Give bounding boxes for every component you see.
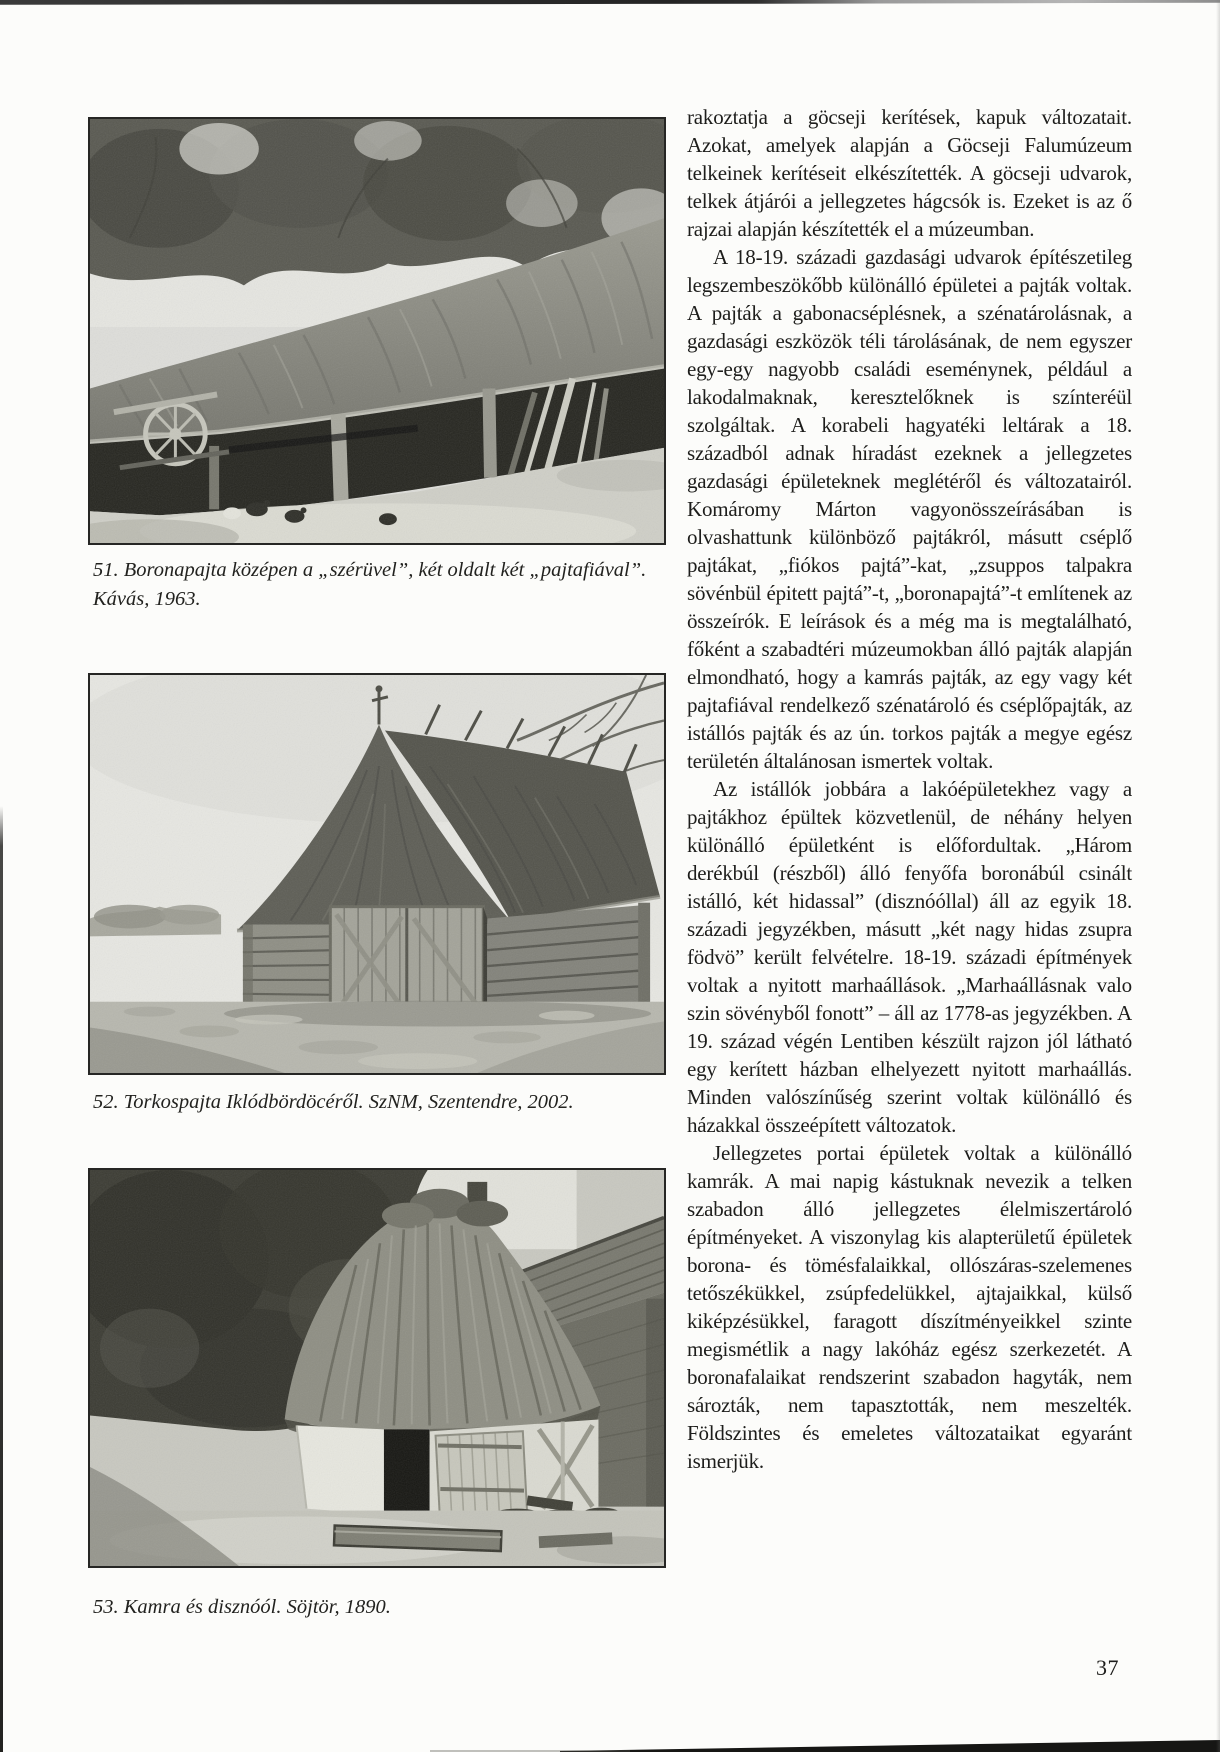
caption-line: Kávás, 1963. [93, 588, 201, 610]
photo-52-illustration [90, 675, 664, 1073]
figure-51 [88, 117, 666, 614]
figure-52 [88, 673, 666, 1117]
caption-line: 53. Kamra és disznóól. Söjtör, 1890. [93, 1596, 391, 1618]
page-number: 37 [1096, 1655, 1119, 1680]
article-text-column [687, 103, 1132, 1475]
body-paragraph: Jellegzetes portai épületek voltak a különálló kamrák. A mai napig kástuknak nevezik a telken szabadon álló jellegzetes élelmiszertároló építményeket. A viszonylag kis alapterületű épületek borona- és tömésfalaikkal, ollószáras-szelemenes tetőszékükkel, zsúpfedelükkel, ajtajaikkal, külső kiképzésükkel, faragott díszítményeikkel szinte megismétlik a nagy lakóház egész szerkezetét. A boronafalaikat rendszerint szabadon hagyták, nem sározták, nem tapasztották, nem meszelték. Földszintes és emeletes változataikat egyaránt ismerjük. [687, 1141, 1132, 1473]
photo-kamra-disznool [88, 1168, 666, 1568]
photo-51-illustration [90, 119, 664, 543]
photo-boronapajta [88, 117, 666, 545]
figure-51-caption [88, 556, 693, 614]
body-paragraph: A 18-19. századi gazdasági udvarok építészetileg legszembeszökőbb különálló épületei a pajták voltak. A pajták a gabonacséplésnek, a szénatárolásnak, a gazdasági eszközök téli tárolásának, de nem egyszer egy-egy nagyobb családi eseménynek, például a lakodalmaknak, keresztelőknek is színteréül szolgáltak. A korabeli hagyatéki leltárak a 18. századból adnak híradást ezeknek a jellegzetes gazdasági épületeknek meglétéről és változatairól. Komáromy Márton vagyonösszeírásában is olvashattunk különböző pajtákról, másutt cséplő pajtákat, „fiókos pajtá”-kat, „zsuppos talpakra sövénbül épitett pajtá”-t, „boronapajtá”-t említenek az összeírók. E leírások és a még ma is megtalálható, főként a szabadtéri múzeumokban álló pajták alapján elmondható, hogy a kamrás pajták, az egy vagy két pajtafiával rendelkező szénatároló és cséplőpajták, az istállós pajták és az ún. torkos pajták a megye egész területén általánosan ismertek voltak. [687, 245, 1132, 773]
photo-53-illustration [90, 1170, 664, 1566]
scan-edge-left [0, 806, 3, 1752]
figure-53-caption [88, 1593, 693, 1622]
figure-53 [88, 1168, 666, 1622]
scan-edge-bottom [0, 1739, 1220, 1752]
photo-torkospajta [88, 673, 666, 1075]
figure-52-caption [88, 1088, 693, 1117]
scan-edge-right [1216, 0, 1220, 1752]
scan-edge-top [0, 0, 1220, 5]
body-paragraph: Az istállók jobbára a lakóépületekhez vagy a pajtákhoz épültek közvetlenül, de néhány helyen különálló épületként is előfordultak. „Három derékbúl (részből) álló fenyőfa boronábúl csinált istálló, két hidassal” (disznóóllal) áll az egyik 18. századi jegyzékben, másutt „két nagy hidas zsupra födvö” került felvételre. 18-19. századi építmények voltak a nyitott marhaállások. „Marhaállásnak valo szin sövényből fonott” – áll az 1778-as jegyzékben. A 19. század végén Lentiben készült rajzon jól látható egy kerített házban elhelyezett nyitott marhaállás. Minden valószínűség szerint voltak különálló és házakkal összeépített változatok. [687, 777, 1132, 1137]
caption-line: 52. Torkospajta Iklódbördöcéről. SzNM, Szentendre, 2002. [93, 1091, 574, 1113]
body-paragraph: rakoztatja a göcseji kerítések, kapuk változatait. Azokat, amelyek alapján a Göcseji Falumúzeum telkeinek kerítéseit elkészítették. A göcseji udvarok, telkek átjárói a jellegzetes hágcsók is. Ezeket is az ő rajzai alapján készítették el a múzeumban. [687, 105, 1132, 241]
caption-line: 51. Boronapajta középen a „szérüvel”, két oldalt két „pajtafiával”. [93, 559, 647, 581]
